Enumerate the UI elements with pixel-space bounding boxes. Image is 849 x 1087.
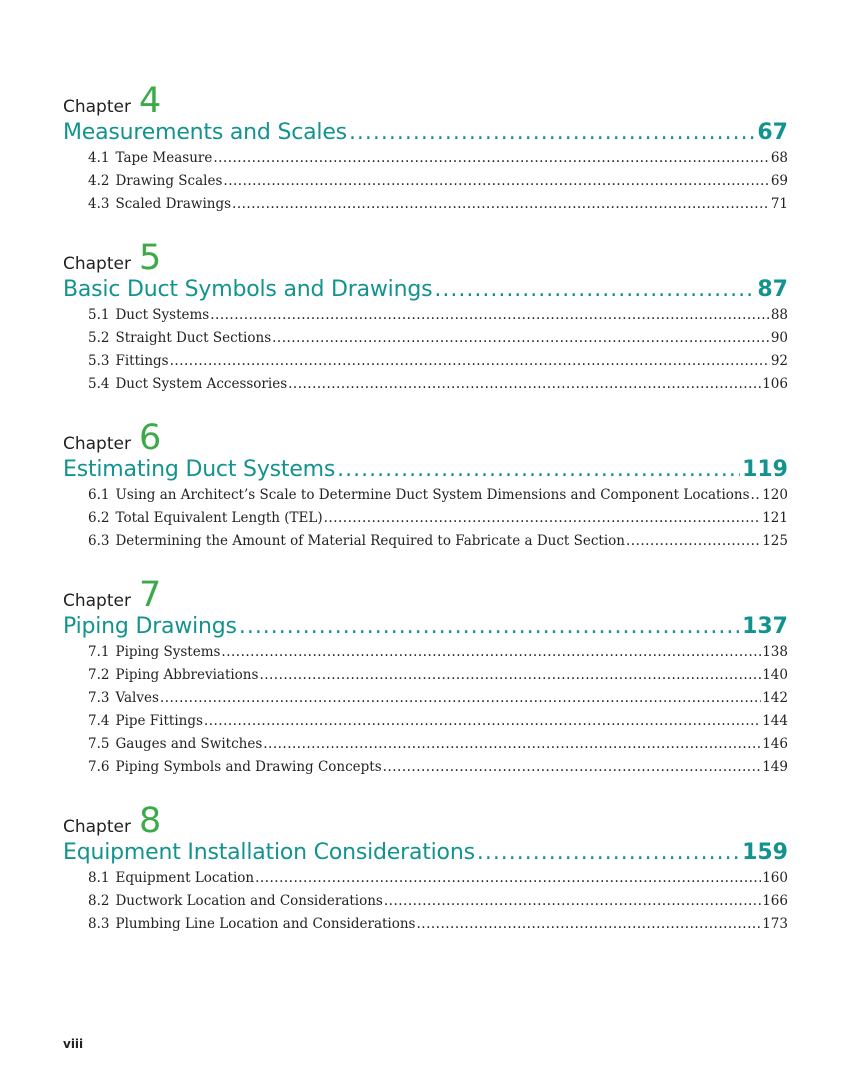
section-entry[interactable] xyxy=(63,713,788,736)
section-entry[interactable] xyxy=(63,667,788,690)
section-page: 69 xyxy=(770,173,788,189)
section-title: Straight Duct Sections xyxy=(115,330,272,346)
section-title: Total Equivalent Length (TEL) xyxy=(115,510,323,526)
section-page: 121 xyxy=(762,510,788,526)
leader-dots xyxy=(221,644,761,660)
leader-dots xyxy=(210,307,770,323)
section-page: 160 xyxy=(762,870,788,886)
leader-dots xyxy=(204,713,761,729)
chapter-page: 67 xyxy=(757,120,788,145)
chapter-number: 7 xyxy=(138,575,162,615)
leader-dots xyxy=(434,277,755,302)
section-title: Pipe Fittings xyxy=(115,713,203,729)
section-title: Determining the Amount of Material Required to Fabricate a Duct Section xyxy=(115,533,625,549)
section-entry[interactable] xyxy=(63,644,788,667)
section-page: 138 xyxy=(762,644,788,660)
section-page: 144 xyxy=(762,713,788,729)
chapter-page: 137 xyxy=(742,614,788,639)
leader-dots xyxy=(288,376,761,392)
section-number: 6.2 xyxy=(88,510,110,526)
section-entry[interactable] xyxy=(63,690,788,713)
section-page: 120 xyxy=(762,487,788,503)
chapter-word: Chapter xyxy=(63,817,131,837)
section-number: 6.3 xyxy=(88,533,110,549)
leader-dots xyxy=(255,870,761,886)
chapter-label xyxy=(63,800,788,841)
leader-dots xyxy=(626,533,761,549)
chapter-entry[interactable] xyxy=(63,614,788,644)
leader-dots xyxy=(324,510,762,526)
section-page: 88 xyxy=(770,307,788,323)
leader-dots xyxy=(337,457,740,482)
section-title: Tape Measure xyxy=(115,150,213,166)
section-entry[interactable] xyxy=(63,330,788,353)
chapter-title: Estimating Duct Systems xyxy=(63,457,336,482)
section-title: Equipment Location xyxy=(115,870,255,886)
table-of-contents xyxy=(63,80,788,957)
section-title: Ductwork Location and Considerations xyxy=(115,893,383,909)
section-entry[interactable] xyxy=(63,759,788,782)
section-entry[interactable] xyxy=(63,893,788,916)
section-number: 4.3 xyxy=(88,196,110,212)
chapter-word: Chapter xyxy=(63,434,131,454)
leader-dots xyxy=(170,353,770,369)
section-entry[interactable] xyxy=(63,196,788,219)
section-page: 68 xyxy=(770,150,788,166)
chapter-number: 5 xyxy=(138,238,162,278)
chapter-page: 87 xyxy=(757,277,788,302)
section-title: Duct Systems xyxy=(115,307,210,323)
leader-dots xyxy=(259,667,761,683)
section-entry[interactable] xyxy=(63,916,788,939)
leader-dots xyxy=(213,150,769,166)
section-title: Piping Symbols and Drawing Concepts xyxy=(115,759,382,775)
section-number: 7.2 xyxy=(88,667,110,683)
section-number: 5.4 xyxy=(88,376,110,392)
leader-dots xyxy=(272,330,770,346)
chapter-entry[interactable] xyxy=(63,840,788,870)
section-number: 4.1 xyxy=(88,150,110,166)
section-page: 106 xyxy=(762,376,788,392)
chapter-number: 4 xyxy=(138,81,162,121)
chapter-label xyxy=(63,574,788,615)
section-title: Piping Abbreviations xyxy=(115,667,259,683)
chapter-number: 6 xyxy=(138,418,162,458)
section-entry[interactable] xyxy=(63,510,788,533)
section-number: 7.6 xyxy=(88,759,110,775)
section-number: 7.5 xyxy=(88,736,110,752)
section-number: 7.4 xyxy=(88,713,110,729)
chapter-4 xyxy=(63,80,788,219)
leader-dots xyxy=(751,487,762,503)
leader-dots xyxy=(349,120,755,145)
chapter-6 xyxy=(63,417,788,556)
section-entry[interactable] xyxy=(63,173,788,196)
section-number: 8.3 xyxy=(88,916,110,932)
chapter-title: Measurements and Scales xyxy=(63,120,347,145)
chapter-entry[interactable] xyxy=(63,120,788,150)
section-page: 142 xyxy=(762,690,788,706)
chapter-title: Equipment Installation Considerations xyxy=(63,840,475,865)
page-number-folio: viii xyxy=(63,1037,84,1051)
chapter-8 xyxy=(63,800,788,939)
section-number: 7.3 xyxy=(88,690,110,706)
section-title: Piping Systems xyxy=(115,644,221,660)
section-number: 5.1 xyxy=(88,307,110,323)
section-title: Scaled Drawings xyxy=(115,196,232,212)
section-number: 5.2 xyxy=(88,330,110,346)
section-title: Plumbing Line Location and Considerations xyxy=(115,916,416,932)
section-entry[interactable] xyxy=(63,487,788,510)
chapter-7 xyxy=(63,574,788,782)
section-title: Drawing Scales xyxy=(115,173,223,189)
leader-dots xyxy=(263,736,761,752)
section-entry[interactable] xyxy=(63,353,788,376)
chapter-page: 159 xyxy=(742,840,788,865)
leader-dots xyxy=(232,196,770,212)
chapter-title: Basic Duct Symbols and Drawings xyxy=(63,277,433,302)
chapter-label xyxy=(63,80,788,121)
section-entry[interactable] xyxy=(63,736,788,759)
section-entry[interactable] xyxy=(63,307,788,330)
section-page: 146 xyxy=(762,736,788,752)
chapter-word: Chapter xyxy=(63,591,131,611)
section-page: 149 xyxy=(762,759,788,775)
chapter-word: Chapter xyxy=(63,97,131,117)
section-page: 140 xyxy=(762,667,788,683)
section-page: 92 xyxy=(770,353,788,369)
section-page: 125 xyxy=(762,533,788,549)
section-entry[interactable] xyxy=(63,533,788,556)
section-entry[interactable] xyxy=(63,150,788,173)
chapter-entry[interactable] xyxy=(63,277,788,307)
section-entry[interactable] xyxy=(63,376,788,399)
chapter-number: 8 xyxy=(138,801,162,841)
section-number: 8.1 xyxy=(88,870,110,886)
section-page: 90 xyxy=(770,330,788,346)
leader-dots xyxy=(239,614,740,639)
chapter-label xyxy=(63,417,788,458)
leader-dots xyxy=(160,690,761,706)
section-entry[interactable] xyxy=(63,870,788,893)
section-number: 7.1 xyxy=(88,644,110,660)
leader-dots xyxy=(416,916,761,932)
chapter-entry[interactable] xyxy=(63,457,788,487)
section-title: Using an Architect’s Scale to Determine Duct System Dimensions and Component Locations xyxy=(115,487,750,503)
chapter-word: Chapter xyxy=(63,254,131,274)
leader-dots xyxy=(223,173,769,189)
chapter-5 xyxy=(63,237,788,399)
leader-dots xyxy=(384,893,761,909)
section-number: 8.2 xyxy=(88,893,110,909)
chapter-page: 119 xyxy=(742,457,788,482)
section-title: Gauges and Switches xyxy=(115,736,263,752)
chapter-title: Piping Drawings xyxy=(63,614,237,639)
leader-dots xyxy=(477,840,740,865)
section-title: Duct System Accessories xyxy=(115,376,288,392)
section-page: 166 xyxy=(762,893,788,909)
section-number: 6.1 xyxy=(88,487,110,503)
section-number: 5.3 xyxy=(88,353,110,369)
chapter-label xyxy=(63,237,788,278)
section-page: 71 xyxy=(770,196,788,212)
section-title: Valves xyxy=(115,690,159,706)
leader-dots xyxy=(383,759,762,775)
section-page: 173 xyxy=(762,916,788,932)
section-title: Fittings xyxy=(115,353,169,369)
section-number: 4.2 xyxy=(88,173,110,189)
